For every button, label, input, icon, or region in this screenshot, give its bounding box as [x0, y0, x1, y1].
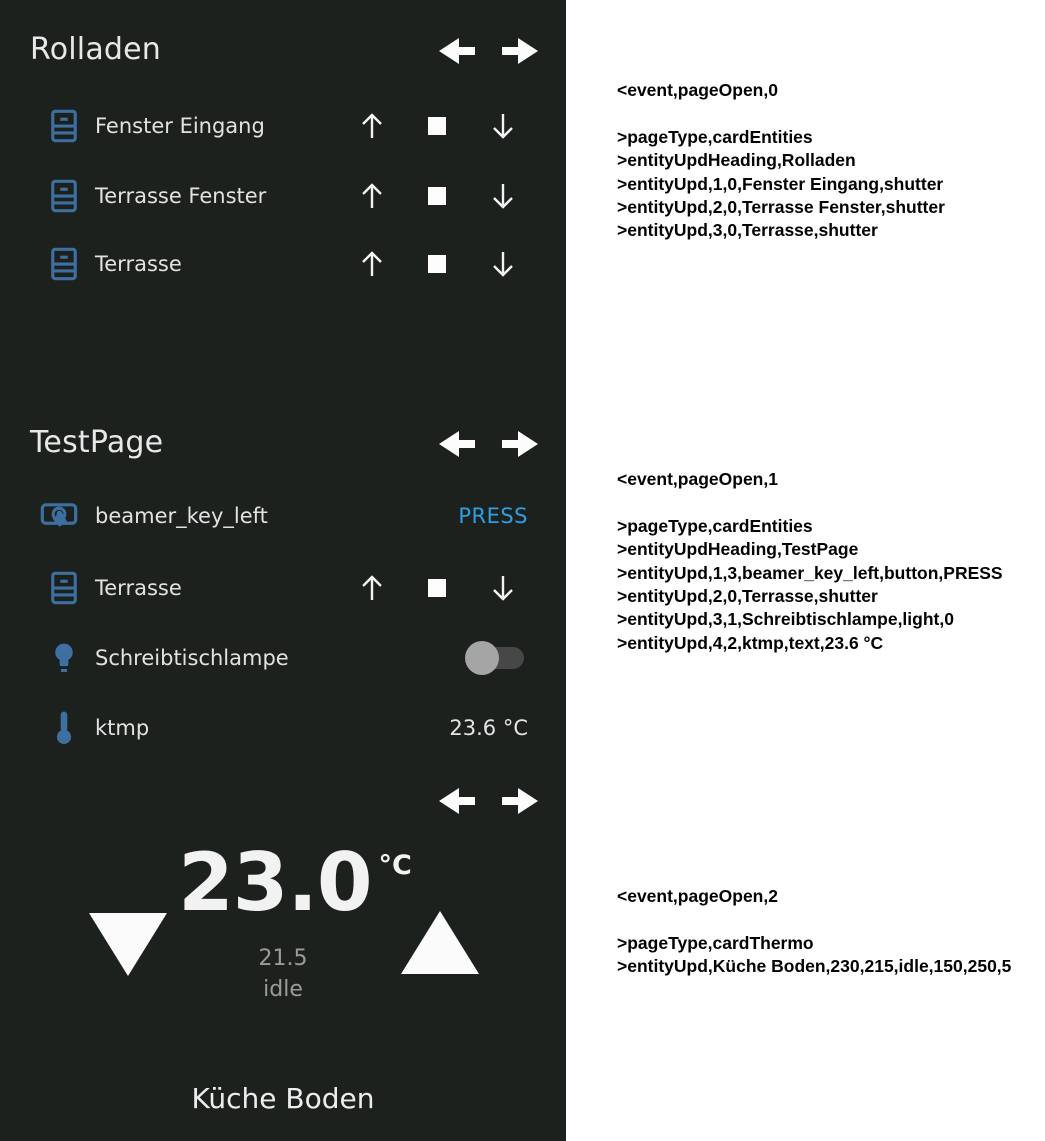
card2-heading: TestPage [30, 425, 164, 460]
shutter-down-button[interactable] [488, 181, 518, 211]
protocol-log-column [566, 0, 1045, 1141]
log-line: >entityUpd,Küche Boden,230,215,idle,150,250,5 [617, 956, 1012, 977]
card1-heading: Rolladen [30, 32, 162, 67]
log-line: >entityUpdHeading,Rolladen [617, 150, 856, 171]
card1-nav-next-button[interactable] [500, 36, 540, 66]
entity-label: Schreibtischlampe [95, 646, 289, 670]
shutter-down-button[interactable] [488, 573, 518, 603]
press-button[interactable]: PRESS [458, 504, 528, 528]
log-line: >entityUpd,3,1,Schreibtischlampe,light,0 [617, 609, 954, 630]
temperature-unit: °C [378, 850, 412, 881]
shutter-stop-button[interactable] [428, 255, 446, 273]
shutter-up-button[interactable] [357, 573, 387, 603]
entity-row [0, 706, 566, 750]
entity-row [0, 566, 566, 610]
log-line: >pageType,cardEntities [617, 126, 813, 147]
window-shutter-icon [45, 568, 83, 608]
card1-nav-prev-button[interactable] [437, 36, 477, 66]
shutter-stop-button[interactable] [428, 117, 446, 135]
light-toggle-switch[interactable] [468, 647, 524, 669]
sensor-value: 23.6 °C [449, 716, 528, 740]
log-blank-line [617, 491, 1003, 514]
target-temperature: 21.5 [258, 946, 308, 971]
window-shutter-icon [45, 176, 83, 216]
log-blank-line [617, 102, 945, 125]
card3-nav-next-button[interactable] [500, 786, 540, 816]
entity-row [0, 242, 566, 286]
log-line: >entityUpd,1,3,beamer_key_left,button,PRESS [617, 562, 1003, 583]
arrow-right-icon [500, 786, 540, 816]
log-line: >pageType,cardEntities [617, 515, 813, 536]
window-shutter-icon [45, 244, 83, 284]
shutter-up-button[interactable] [357, 181, 387, 211]
entity-label: ktmp [95, 716, 150, 740]
shutter-stop-button[interactable] [428, 579, 446, 597]
log-blank-line [617, 908, 1011, 931]
shutter-down-button[interactable] [488, 249, 518, 279]
shutter-up-button[interactable] [357, 111, 387, 141]
log-line: <event,pageOpen,0 [617, 80, 778, 100]
log-block-page2 [617, 885, 1011, 979]
log-block-page1 [617, 468, 1003, 655]
arrow-left-icon [437, 786, 477, 816]
entity-row [0, 494, 566, 538]
shutter-down-button[interactable] [488, 111, 518, 141]
window-shutter-icon [45, 106, 83, 146]
shutter-up-button[interactable] [357, 249, 387, 279]
log-line: >entityUpd,1,0,Fenster Eingang,shutter [617, 173, 944, 194]
log-line: >entityUpdHeading,TestPage [617, 539, 859, 560]
entity-label: Terrasse [95, 576, 182, 600]
hvac-state: idle [263, 977, 303, 1002]
arrow-left-icon [437, 429, 477, 459]
log-line: >entityUpd,3,0,Terrasse,shutter [617, 220, 878, 241]
log-line: >entityUpd,2,0,Terrasse,shutter [617, 585, 878, 606]
toggle-knob[interactable] [465, 641, 499, 675]
entity-row [0, 636, 566, 680]
entity-row [0, 174, 566, 218]
entity-label: Terrasse [95, 252, 182, 276]
card2-nav-prev-button[interactable] [437, 429, 477, 459]
current-temperature-value: 23.0 [178, 836, 372, 929]
arrow-right-icon [500, 36, 540, 66]
log-line: >entityUpd,4,2,ktmp,text,23.6 °C [617, 632, 884, 653]
light-bulb-icon [45, 638, 83, 678]
log-line: >pageType,cardThermo [617, 932, 814, 953]
entity-label: Fenster Eingang [95, 114, 265, 138]
log-line: >entityUpd,2,0,Terrasse Fenster,shutter [617, 196, 945, 217]
shutter-stop-button[interactable] [428, 187, 446, 205]
log-block-page0 [617, 79, 945, 243]
arrow-right-icon [500, 429, 540, 459]
thermostat-name: Küche Boden [191, 1082, 375, 1115]
entity-label: Terrasse Fenster [95, 184, 267, 208]
entity-row [0, 104, 566, 148]
card3-nav-prev-button[interactable] [437, 786, 477, 816]
card2-nav-next-button[interactable] [500, 429, 540, 459]
gesture-tap-button-icon [40, 496, 78, 536]
thermometer-icon [45, 708, 83, 748]
entity-label: beamer_key_left [95, 504, 268, 528]
log-line: <event,pageOpen,1 [617, 469, 778, 489]
log-line: <event,pageOpen,2 [617, 886, 778, 906]
arrow-left-icon [437, 36, 477, 66]
